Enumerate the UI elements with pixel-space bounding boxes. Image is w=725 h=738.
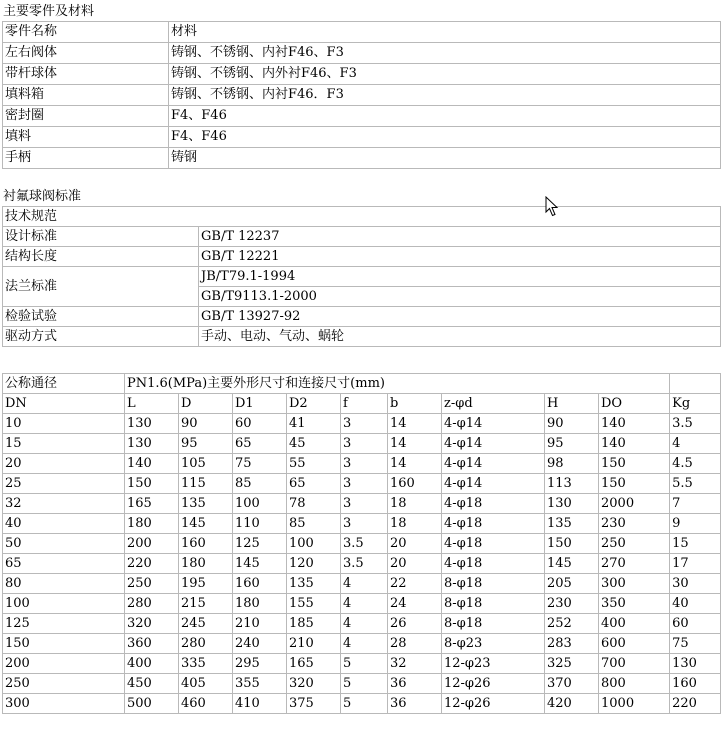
dimension-cell: 15 [3, 434, 125, 454]
dimension-cell: 150 [125, 474, 179, 494]
dimension-cell: 8-φ18 [442, 614, 545, 634]
dimension-cell: 125 [3, 614, 125, 634]
table-row [3, 574, 721, 594]
dimension-cell: 220 [670, 694, 721, 714]
dimension-cell: 65 [233, 434, 287, 454]
dimension-cell: 105 [179, 454, 233, 474]
dimension-cell: 295 [233, 654, 287, 674]
table-row [3, 267, 721, 287]
dimension-cell: 250 [3, 674, 125, 694]
dimensions-header-row [3, 394, 721, 414]
dimension-cell: 4-φ18 [442, 534, 545, 554]
table-row [3, 127, 721, 148]
dimension-cell: 4-φ14 [442, 454, 545, 474]
table-row [3, 454, 721, 474]
dimension-cell: 5 [341, 654, 388, 674]
dimension-cell: 130 [670, 654, 721, 674]
dimension-cell: 3.5 [341, 534, 388, 554]
dimension-cell: 160 [670, 674, 721, 694]
dimension-cell: 45 [287, 434, 341, 454]
dimension-cell: 125 [233, 534, 287, 554]
dimension-cell: 370 [545, 674, 599, 694]
dimension-cell: 100 [233, 494, 287, 514]
dimension-cell: 200 [125, 534, 179, 554]
empty-cell [670, 374, 721, 394]
dimension-cell: 4.5 [670, 454, 721, 474]
materials-table [2, 21, 721, 169]
dimension-cell: 210 [287, 634, 341, 654]
table-row [3, 434, 721, 454]
dimension-cell: 95 [545, 434, 599, 454]
part-name-cell: 密封圈 [3, 106, 169, 127]
material-cell: 铸钢、不锈钢、内衬F46．F3 [169, 85, 721, 106]
dimension-cell: 12-φ26 [442, 694, 545, 714]
dimension-cell: 300 [3, 694, 125, 714]
dimension-cell: 1000 [599, 694, 670, 714]
dimension-cell: 410 [233, 694, 287, 714]
standards-table [2, 206, 721, 347]
dimension-cell: 4-φ18 [442, 494, 545, 514]
dimension-cell: 160 [388, 474, 442, 494]
table-row [3, 106, 721, 127]
part-name-cell: 填料 [3, 127, 169, 148]
dimension-cell: 405 [179, 674, 233, 694]
table-row [3, 85, 721, 106]
part-name-cell: 填料箱 [3, 85, 169, 106]
table-row [3, 227, 721, 247]
dimension-cell: 283 [545, 634, 599, 654]
dimension-cell: 3 [341, 414, 388, 434]
dimension-cell: 135 [179, 494, 233, 514]
standard-label-cell: 检验试验 [3, 307, 199, 327]
table-row [3, 614, 721, 634]
dimension-cell: 140 [599, 414, 670, 434]
dimension-cell: 320 [287, 674, 341, 694]
dimension-cell: 240 [233, 634, 287, 654]
column-header-cell: D [179, 394, 233, 414]
table-row [3, 327, 721, 347]
dimension-cell: 145 [233, 554, 287, 574]
dimension-cell: 20 [388, 534, 442, 554]
dimension-cell: 3 [341, 514, 388, 534]
dimension-cell: 460 [179, 694, 233, 714]
dimensions-table [2, 373, 721, 714]
table-row [3, 534, 721, 554]
dimension-cell: 130 [545, 494, 599, 514]
dimension-cell: 320 [125, 614, 179, 634]
dimension-cell: 95 [179, 434, 233, 454]
dimension-cell: 60 [670, 614, 721, 634]
dimension-cell: 80 [3, 574, 125, 594]
dimension-cell: 4-φ18 [442, 554, 545, 574]
dimension-cell: 50 [3, 534, 125, 554]
dimension-cell: 17 [670, 554, 721, 574]
standard-label-cell: 驱动方式 [3, 327, 199, 347]
table-row [3, 594, 721, 614]
dimension-cell: 4-φ18 [442, 514, 545, 534]
dimension-cell: 4 [341, 614, 388, 634]
nominal-diameter-title-cell: 公称通径 [3, 374, 125, 394]
dimension-cell: 360 [125, 634, 179, 654]
dimension-cell: 160 [233, 574, 287, 594]
dimension-cell: 800 [599, 674, 670, 694]
dimension-cell: 14 [388, 434, 442, 454]
dimension-cell: 500 [125, 694, 179, 714]
part-name-cell: 左右阀体 [3, 43, 169, 64]
standard-label-cell: 结构长度 [3, 247, 199, 267]
dimension-cell: 4-φ14 [442, 414, 545, 434]
materials-header-cell: 材料 [169, 22, 721, 43]
table-row [3, 514, 721, 534]
dimension-cell: 26 [388, 614, 442, 634]
dimension-cell: 10 [3, 414, 125, 434]
dimension-cell: 2000 [599, 494, 670, 514]
dimension-cell: 230 [599, 514, 670, 534]
dimension-cell: 130 [125, 434, 179, 454]
table-row [3, 43, 721, 64]
table-row [3, 414, 721, 434]
dimension-cell: 270 [599, 554, 670, 574]
dimension-cell: 120 [287, 554, 341, 574]
column-header-cell: Kg [670, 394, 721, 414]
dimension-cell: 3 [341, 474, 388, 494]
table-row [3, 634, 721, 654]
table-row [3, 554, 721, 574]
dimension-cell: 85 [287, 514, 341, 534]
dimension-cell: 75 [670, 634, 721, 654]
dimension-cell: 5 [341, 694, 388, 714]
dimension-cell: 32 [3, 494, 125, 514]
dimension-cell: 30 [670, 574, 721, 594]
standard-value-cell: JB/T79.1-1994 [199, 267, 721, 287]
dimension-cell: 36 [388, 674, 442, 694]
dimension-cell: 205 [545, 574, 599, 594]
dimension-cell: 450 [125, 674, 179, 694]
column-header-cell: L [125, 394, 179, 414]
dimension-cell: 220 [125, 554, 179, 574]
part-name-cell: 手柄 [3, 148, 169, 169]
dimension-cell: 24 [388, 594, 442, 614]
dimension-cell: 252 [545, 614, 599, 634]
dimension-cell: 200 [3, 654, 125, 674]
dimensions-caption-cell: PN1.6(MPa)主要外形尺寸和连接尺寸(mm) [125, 374, 670, 394]
dimension-cell: 28 [388, 634, 442, 654]
dimension-cell: 113 [545, 474, 599, 494]
standards-header-cell: 技术规范 [3, 207, 721, 227]
dimension-cell: 12-φ26 [442, 674, 545, 694]
dimensions-caption-row [3, 374, 721, 394]
dimension-cell: 335 [179, 654, 233, 674]
dimension-cell: 350 [599, 594, 670, 614]
column-header-cell: D2 [287, 394, 341, 414]
dimension-cell: 78 [287, 494, 341, 514]
material-cell: F4、F46 [169, 106, 721, 127]
dimension-cell: 140 [599, 434, 670, 454]
standard-value-cell: GB/T 12237 [199, 227, 721, 247]
dimension-cell: 145 [179, 514, 233, 534]
table-row [3, 64, 721, 85]
dimension-cell: 250 [599, 534, 670, 554]
arrow-pointer-icon [545, 196, 559, 218]
dimension-cell: 160 [179, 534, 233, 554]
dimension-cell: 32 [388, 654, 442, 674]
column-header-cell: b [388, 394, 442, 414]
standards-section-title: 衬氟球阀标准 [3, 189, 82, 204]
dimension-cell: 25 [3, 474, 125, 494]
dimension-cell: 355 [233, 674, 287, 694]
column-header-cell: z-φd [442, 394, 545, 414]
dimension-cell: 185 [287, 614, 341, 634]
dimension-cell: 8-φ18 [442, 594, 545, 614]
dimension-cell: 3.5 [341, 554, 388, 574]
standard-value-cell: 手动、电动、气动、蜗轮 [199, 327, 721, 347]
dimension-cell: 4 [341, 594, 388, 614]
dimension-cell: 75 [233, 454, 287, 474]
table-row [3, 247, 721, 267]
dimension-cell: 18 [388, 494, 442, 514]
dimension-cell: 15 [670, 534, 721, 554]
dimension-cell: 14 [388, 454, 442, 474]
material-cell: 铸钢、不锈钢、内外衬F46、F3 [169, 64, 721, 85]
dimension-cell: 20 [388, 554, 442, 574]
table-row [3, 694, 721, 714]
standard-label-cell: 法兰标准 [3, 267, 199, 307]
dimension-cell: 135 [545, 514, 599, 534]
dimension-cell: 12-φ23 [442, 654, 545, 674]
standards-header-row [3, 207, 721, 227]
dimension-cell: 98 [545, 454, 599, 474]
column-header-cell: DO [599, 394, 670, 414]
dimension-cell: 60 [233, 414, 287, 434]
dimension-cell: 195 [179, 574, 233, 594]
dimension-cell: 55 [287, 454, 341, 474]
material-cell: F4、F46 [169, 127, 721, 148]
table-row [3, 474, 721, 494]
dimension-cell: 100 [3, 594, 125, 614]
dimension-cell: 8-φ18 [442, 574, 545, 594]
column-header-cell: f [341, 394, 388, 414]
dimension-cell: 215 [179, 594, 233, 614]
dimension-cell: 300 [599, 574, 670, 594]
dimension-cell: 20 [3, 454, 125, 474]
standard-value-cell: GB/T 12221 [199, 247, 721, 267]
dimension-cell: 155 [287, 594, 341, 614]
dimension-cell: 36 [388, 694, 442, 714]
standard-label-cell: 设计标准 [3, 227, 199, 247]
dimension-cell: 145 [545, 554, 599, 574]
dimension-cell: 140 [125, 454, 179, 474]
dimension-cell: 150 [599, 474, 670, 494]
dimension-cell: 150 [599, 454, 670, 474]
dimension-cell: 5 [341, 674, 388, 694]
dimension-cell: 90 [545, 414, 599, 434]
dimension-cell: 4 [341, 574, 388, 594]
dimension-cell: 4 [341, 634, 388, 654]
dimension-cell: 4 [670, 434, 721, 454]
standard-value-cell: GB/T9113.1-2000 [199, 287, 721, 307]
dimension-cell: 22 [388, 574, 442, 594]
dimension-cell: 41 [287, 414, 341, 434]
table-row [3, 148, 721, 169]
dimension-cell: 280 [179, 634, 233, 654]
part-name-cell: 带杆球体 [3, 64, 169, 85]
dimension-cell: 700 [599, 654, 670, 674]
dimension-cell: 85 [233, 474, 287, 494]
dimension-cell: 180 [233, 594, 287, 614]
dimension-cell: 65 [287, 474, 341, 494]
dimension-cell: 4-φ14 [442, 434, 545, 454]
table-row [3, 654, 721, 674]
dimension-cell: 14 [388, 414, 442, 434]
dimension-cell: 400 [125, 654, 179, 674]
table-row [3, 307, 721, 327]
standard-value-cell: GB/T 13927-92 [199, 307, 721, 327]
dimension-cell: 245 [179, 614, 233, 634]
dimension-cell: 230 [545, 594, 599, 614]
dimension-cell: 180 [125, 514, 179, 534]
dimension-cell: 325 [545, 654, 599, 674]
dimension-cell: 40 [3, 514, 125, 534]
dimension-cell: 3 [341, 434, 388, 454]
dimension-cell: 420 [545, 694, 599, 714]
dimension-cell: 8-φ23 [442, 634, 545, 654]
dimension-cell: 3.5 [670, 414, 721, 434]
dimension-cell: 9 [670, 514, 721, 534]
materials-header-cell: 零件名称 [3, 22, 169, 43]
dimension-cell: 7 [670, 494, 721, 514]
dimension-cell: 115 [179, 474, 233, 494]
column-header-cell: DN [3, 394, 125, 414]
dimension-cell: 40 [670, 594, 721, 614]
dimension-cell: 150 [3, 634, 125, 654]
table-row [3, 674, 721, 694]
dimension-cell: 250 [125, 574, 179, 594]
dimension-cell: 4-φ14 [442, 474, 545, 494]
dimension-cell: 280 [125, 594, 179, 614]
column-header-cell: D1 [233, 394, 287, 414]
dimension-cell: 110 [233, 514, 287, 534]
dimension-cell: 18 [388, 514, 442, 534]
dimension-cell: 400 [599, 614, 670, 634]
dimension-cell: 165 [125, 494, 179, 514]
column-header-cell: H [545, 394, 599, 414]
material-cell: 铸钢、不锈钢、内衬F46、F3 [169, 43, 721, 64]
dimension-cell: 90 [179, 414, 233, 434]
dimension-cell: 5.5 [670, 474, 721, 494]
dimension-cell: 130 [125, 414, 179, 434]
dimension-cell: 3 [341, 454, 388, 474]
material-cell: 铸钢 [169, 148, 721, 169]
dimension-cell: 210 [233, 614, 287, 634]
dimension-cell: 100 [287, 534, 341, 554]
dimension-cell: 180 [179, 554, 233, 574]
dimension-cell: 600 [599, 634, 670, 654]
materials-header-row [3, 22, 721, 43]
dimension-cell: 65 [3, 554, 125, 574]
dimension-cell: 3 [341, 494, 388, 514]
dimension-cell: 135 [287, 574, 341, 594]
dimension-cell: 375 [287, 694, 341, 714]
dimension-cell: 150 [545, 534, 599, 554]
table-row [3, 494, 721, 514]
dimension-cell: 165 [287, 654, 341, 674]
materials-section-title: 主要零件及材料 [3, 4, 95, 19]
